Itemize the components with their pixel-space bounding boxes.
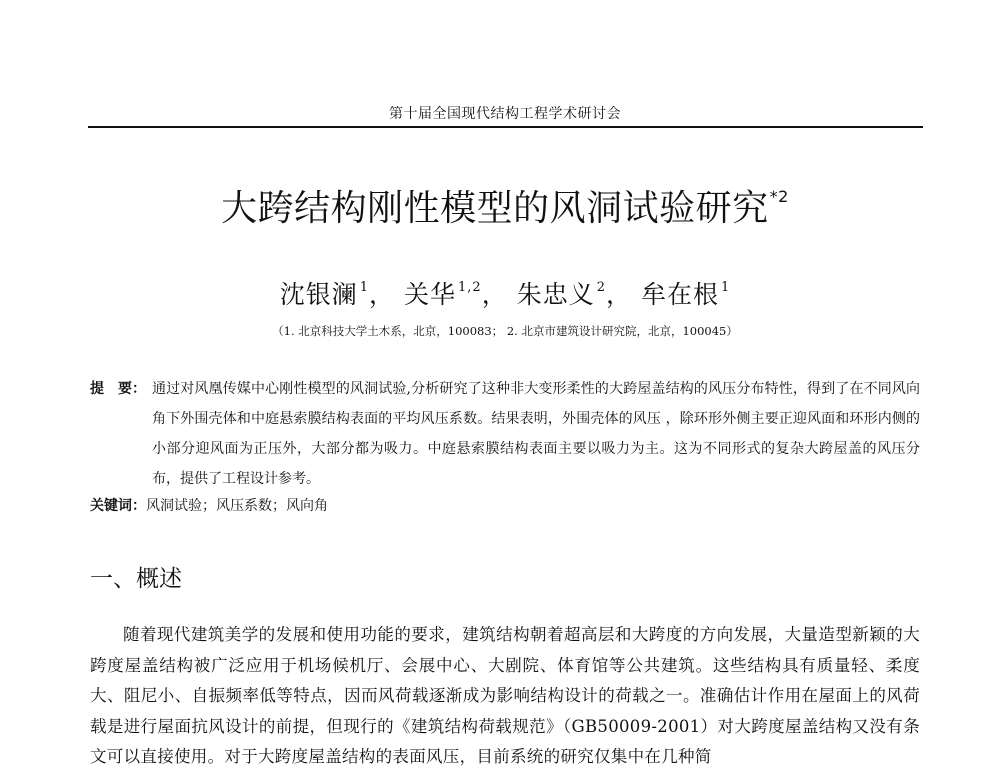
abstract-label: 提 要： — [90, 381, 146, 397]
abstract-block — [90, 374, 920, 494]
author-affil-mark: 2 — [596, 280, 606, 295]
affiliations: （1. 北京科技大学土木系，北京，100083； 2. 北京市建筑设计研究院，北京，100045） — [272, 324, 738, 338]
author-separator: ， — [481, 280, 508, 309]
author-name: 关华 — [404, 280, 457, 309]
body-paragraph: 随着现代建筑美学的发展和使用功能的要求，建筑结构朝着超高层和大跨度的方向发展，大量造型新颖的大跨度屋盖结构被广泛应用于机场候机厅、会展中心、大剧院、体育馆等公共建筑。这些结构具有质量轻、柔度大、阻尼小、自振频率低等特点，因而风荷载逐渐成为影响结构设计的荷载之一。准确估计作用在屋面上的风荷载是进行屋面抗风设计的前提，但现行的《建筑结构荷载规范》（GB50009-2001）对大跨度屋盖结构又没有条文可以直接使用。对于大跨度屋盖结构的表面风压，目前系统的研究仅集中在几种简 — [90, 625, 920, 766]
author-separator: ， — [605, 280, 632, 309]
title-footnote-mark: *2 — [769, 187, 789, 206]
author-name: 牟在根 — [640, 280, 719, 309]
author-name: 沈银澜 — [279, 280, 358, 309]
author-affil-mark: 1 — [359, 280, 370, 295]
paper-title-text: 大跨结构刚性模型的风洞试验研究 — [221, 188, 769, 229]
author-name: 朱忠义 — [516, 280, 595, 309]
paper-title — [80, 180, 930, 231]
conference-header: 第十届全国现代结构工程学术研讨会 — [389, 106, 621, 122]
section-heading: 一、概述 — [90, 566, 182, 592]
author-affil-mark: 1 — [720, 280, 731, 295]
keywords-text: 风洞试验；风压系数；风向角 — [146, 498, 328, 514]
author-separator: ， — [369, 280, 396, 309]
author-affil-mark: 1,2 — [458, 280, 482, 295]
keywords-block — [90, 494, 920, 518]
keywords-label: 关键词： — [90, 498, 146, 514]
header-rule — [88, 126, 923, 128]
author-list — [80, 275, 930, 311]
abstract-text: 通过对风凰传媒中心刚性模型的风洞试验,分析研究了这种非大变形柔性的大跨屋盖结构的风压分布特性，得到了在不同风向角下外围壳体和中庭悬索膜结构表面的平均风压系数。结果表明，外围壳体的风压 ，除环形外侧主要正迎风面和环形内侧的小部分迎风面为正压外，大部分都为吸力。中庭悬索膜结构表面主要以吸力为主。这为不同形式的复杂大跨屋盖的风压分布，提供了工程设计参考。 — [152, 381, 920, 487]
